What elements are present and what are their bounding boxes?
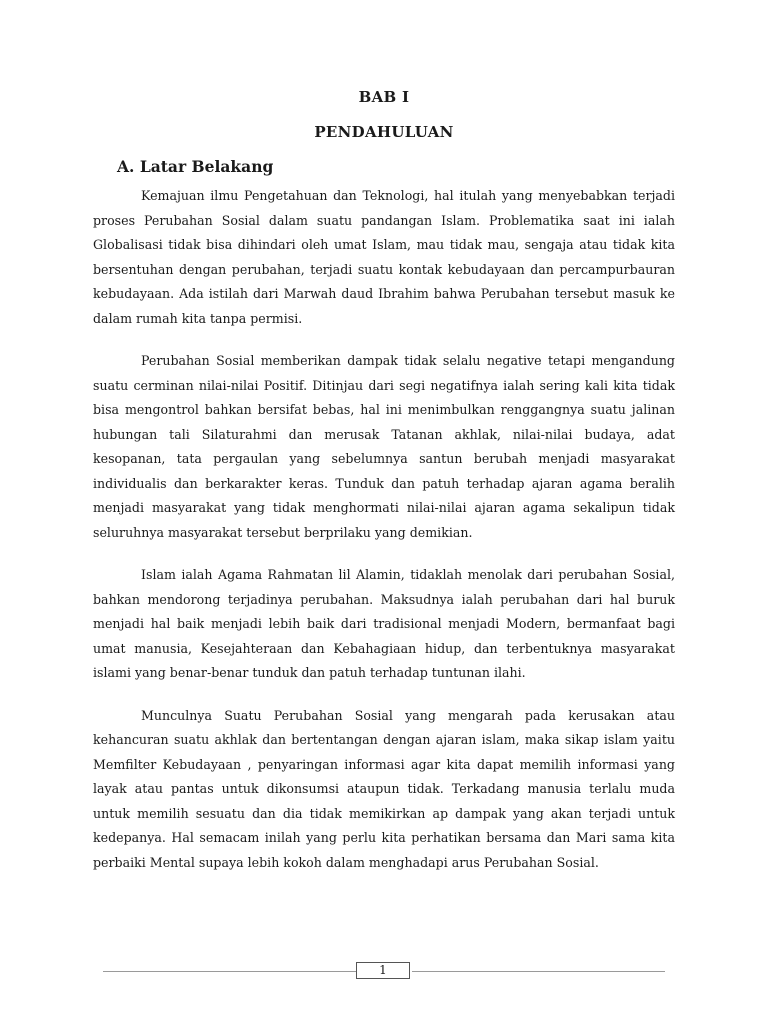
paragraph-1: Kemajuan ilmu Pengetahuan dan Teknologi, hal itulah yang menyebabkan terjadi proses Perubahan Sosial dalam suatu pandangan Islam. Problematika saat ini ialah Globalisasi tidak bisa dihindari oleh umat Islam, mau tidak mau, sengaja atau tidak kita bersentuhan dengan perubahan, terjadi suatu kontak kebudayaan dan percampurbauran kebudayaan. Ada istilah dari Marwah daud Ibrahim bahwa Perubahan tersebut masuk ke dalam rumah kita tanpa permisi. (93, 188, 675, 326)
chapter-title: PENDAHULUAN (314, 123, 454, 141)
paragraph-4: Munculnya Suatu Perubahan Sosial yang mengarah pada kerusakan atau kehancuran suatu akhlak dan bertentangan dengan ajaran islam, maka sikap islam yaitu Memfilter Kebudayaan , penyaringan informasi agar kita dapat memilih informasi yang layak atau pantas untuk dikonsumsi ataupun tidak. Terkadang manusia terlalu muda untuk memilih sesuatu dan dia tidak memikirkan ap dampak yang akan terjadi untuk kedepanya. Hal semacam inilah yang perlu kita perhatikan bersama dan Mari sama kita perbaiki Mental supaya lebih kokoh dalam menghadapi arus Perubahan Sosial. (93, 707, 675, 870)
page-number: 1 (356, 962, 410, 979)
paragraph-3: Islam ialah Agama Rahmatan lil Alamin, tidaklah menolak dari perubahan Sosial, bahkan mendorong terjadinya perubahan. Maksudnya ialah perubahan dari hal buruk menjadi hal baik menjadi lebih baik dari tradisional menjadi Modern, bermanfaat bagi umat manusia, Kesejahteraan dan Kebahagiaan hidup, dan terbentuknya masyarakat islami yang benar-benar tunduk dan patuh terhadap tuntunan ilahi. (93, 567, 675, 680)
footer-rule-left (103, 971, 356, 972)
body-text (93, 184, 675, 893)
paragraph-2: Perubahan Sosial memberikan dampak tidak selalu negative tetapi mengandung suatu cerminan nilai-nilai Positif. Ditinjau dari segi negatifnya ialah sering kali kita tidak bisa mengontrol bahkan bersifat bebas, hal ini menimbulkan renggangnya suatu jalinan hubungan tali Silaturahmi dan merusak Tatanan akhlak, nilai-nilai budaya, adat kesopanan, tata pergaulan yang sebelumnya santun berubah menjadi masyarakat individualis dan berkarakter keras. Tunduk dan patuh terhadap ajaran agama beralih menjadi masyarakat yang tidak menghormati nilai-nilai ajaran agama sekalipun tidak seluruhnya masyarakat tersebut berprilaku yang demikian. (93, 353, 675, 540)
section-heading: A. Latar Belakang (117, 157, 274, 176)
footer-rule-right (412, 971, 665, 972)
chapter-number: BAB I (358, 88, 410, 106)
